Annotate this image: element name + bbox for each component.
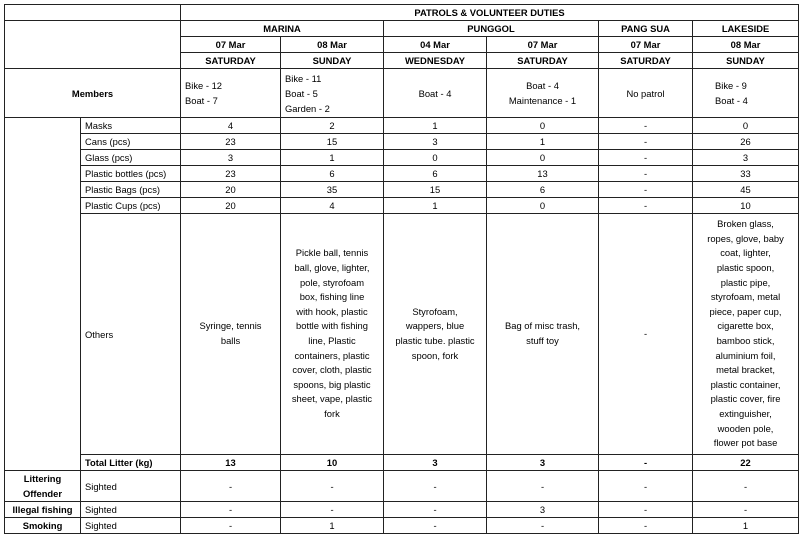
others-line: line, Plastic	[308, 335, 356, 346]
others-line: metal bracket,	[716, 364, 775, 376]
patrol-date: 08 Mar	[281, 37, 384, 53]
item-value: 0	[384, 150, 487, 166]
others-line: Bag of misc trash,	[504, 320, 581, 332]
others-line: balls	[220, 335, 241, 346]
patrol-date: 07 Mar	[599, 37, 693, 53]
total-litter-value: 22	[693, 455, 799, 471]
others-line: wappers, blue	[405, 320, 465, 332]
item-value: 1	[384, 198, 487, 214]
patrol-date: 07 Mar	[487, 37, 599, 53]
sighted-label: Sighted	[81, 518, 181, 534]
item-value: 3	[181, 150, 281, 166]
item-value: -	[599, 166, 693, 182]
item-value: -	[599, 150, 693, 166]
item-value: 13	[487, 166, 599, 182]
patrol-date: 04 Mar	[384, 37, 487, 53]
patrol-date: 08 Mar	[693, 37, 799, 53]
others-label: Others	[81, 214, 181, 455]
member-line: Boat - 7	[185, 95, 218, 106]
members-cell	[693, 69, 799, 118]
location-marina: MARINA	[181, 21, 384, 37]
others-cell	[384, 214, 487, 455]
item-value: -	[599, 182, 693, 198]
item-value: 6	[487, 182, 599, 198]
item-value: 1	[384, 118, 487, 134]
corner-cell-2	[5, 21, 181, 69]
sighted-label: Sighted	[81, 502, 181, 518]
others-line: plastic pipe,	[720, 276, 771, 288]
others-line: extinguisher,	[719, 407, 772, 419]
corner-cell	[5, 5, 181, 21]
location-pang-sua: PANG SUA	[599, 21, 693, 37]
illegal-fishing-label: Illegal fishing	[5, 502, 81, 518]
member-line: Bike - 11	[285, 72, 322, 84]
smoking-label: Smoking	[5, 518, 81, 534]
others-cell	[599, 214, 693, 455]
item-name: Plastic Cups (pcs)	[81, 198, 181, 214]
others-line: box, fishing line	[299, 291, 365, 303]
littering-value: -	[599, 471, 693, 502]
patrol-day: SATURDAY	[599, 53, 693, 69]
total-litter-value: 3	[384, 455, 487, 471]
item-value: 3	[693, 150, 799, 166]
others-line: Syringe, tennis	[199, 320, 262, 332]
littering-offender-label: Littering Offender	[5, 471, 81, 502]
item-value: 3	[384, 134, 487, 150]
member-line: Boat - 4	[526, 80, 559, 91]
others-line: Broken glass,	[717, 218, 774, 230]
member-line: Maintenance - 1	[508, 95, 577, 106]
others-cell	[693, 214, 799, 455]
littering-value: -	[487, 471, 599, 502]
patrol-date: 07 Mar	[181, 37, 281, 53]
fishing-value: 3	[487, 502, 599, 518]
item-value: 0	[487, 198, 599, 214]
others-line: ropes, glove, baby	[707, 232, 784, 244]
smoking-value: -	[599, 518, 693, 534]
others-line: plastic tube. plastic	[395, 335, 475, 346]
location-punggol: PUNGGOL	[384, 21, 599, 37]
item-value: 6	[281, 166, 384, 182]
smoking-value: 1	[693, 518, 799, 534]
others-line: styrofoam, metal	[710, 291, 781, 303]
table-title: PATROLS & VOLUNTEER DUTIES	[181, 5, 799, 21]
item-value: -	[599, 198, 693, 214]
total-litter-label: Total Litter (kg)	[81, 455, 181, 471]
others-line: bamboo stick,	[716, 335, 775, 346]
others-line: coat, lighter,	[720, 247, 771, 259]
fishing-value: -	[693, 502, 799, 518]
smoking-value: -	[384, 518, 487, 534]
item-value: 20	[181, 198, 281, 214]
item-value: 1	[281, 150, 384, 166]
member-line: Boat - 5	[285, 87, 318, 99]
item-value: 23	[181, 134, 281, 150]
others-line: with hook, plastic	[296, 305, 368, 317]
others-line: sheet, vape, plastic	[291, 393, 373, 405]
item-value: 1	[487, 134, 599, 150]
patrol-day: WEDNESDAY	[384, 53, 487, 69]
members-cell	[281, 69, 384, 118]
item-name: Glass (pcs)	[81, 150, 181, 166]
member-line: Bike - 9	[715, 80, 747, 91]
fishing-value: -	[384, 502, 487, 518]
members-cell	[599, 69, 693, 118]
members-label: Members	[5, 69, 181, 118]
littering-value: -	[693, 471, 799, 502]
others-line: -	[643, 327, 648, 339]
others-line: containers, plastic	[294, 349, 370, 361]
others-cell	[487, 214, 599, 455]
sighted-label: Sighted	[81, 471, 181, 502]
others-line: fork	[324, 407, 340, 419]
member-line: No patrol	[626, 87, 665, 99]
item-value: 20	[181, 182, 281, 198]
item-value: 0	[487, 118, 599, 134]
smoking-value: 1	[281, 518, 384, 534]
patrol-duties-table	[4, 4, 799, 534]
others-line: flower pot base	[713, 437, 778, 449]
item-value: 2	[281, 118, 384, 134]
item-name: Plastic Bags (pcs)	[81, 182, 181, 198]
others-line: Pickle ball, tennis	[295, 247, 369, 259]
item-value: 45	[693, 182, 799, 198]
item-value: 0	[693, 118, 799, 134]
patrol-day: SATURDAY	[487, 53, 599, 69]
others-line: cigarette box,	[717, 320, 774, 332]
item-value: 4	[281, 198, 384, 214]
item-name: Masks	[81, 118, 181, 134]
item-value: -	[599, 134, 693, 150]
total-litter-value: 3	[487, 455, 599, 471]
others-line: piece, paper cup,	[709, 305, 782, 317]
others-cell	[281, 214, 384, 455]
members-cell	[487, 69, 599, 118]
smoking-value: -	[487, 518, 599, 534]
item-value: 23	[181, 166, 281, 182]
item-value: 15	[384, 182, 487, 198]
members-cell	[384, 69, 487, 118]
littering-value: -	[384, 471, 487, 502]
members-cell	[181, 69, 281, 118]
member-line: Boat - 4	[418, 87, 452, 99]
others-line: cover, cloth, plastic	[292, 364, 372, 376]
others-line: spoon, fork	[411, 349, 459, 361]
patrol-day: SUNDAY	[693, 53, 799, 69]
others-line: spoons, big plastic	[293, 378, 371, 390]
item-value: 0	[487, 150, 599, 166]
fishing-value: -	[181, 502, 281, 518]
member-line: Bike - 12	[185, 80, 222, 91]
others-line: stuff toy	[526, 335, 559, 346]
others-line: pole, styrofoam	[299, 276, 365, 288]
littering-value: -	[181, 471, 281, 502]
total-litter-value: 10	[281, 455, 384, 471]
others-line: ball, glove, lighter,	[294, 262, 370, 274]
item-value: 4	[181, 118, 281, 134]
item-value: 35	[281, 182, 384, 198]
others-line: plastic spoon,	[716, 262, 775, 274]
littering-value: -	[281, 471, 384, 502]
item-value: 26	[693, 134, 799, 150]
member-line: Garden - 2	[285, 102, 330, 114]
patrol-day: SATURDAY	[181, 53, 281, 69]
item-value: 10	[693, 198, 799, 214]
item-value: 15	[281, 134, 384, 150]
others-line: Styrofoam,	[412, 305, 458, 317]
others-line: plastic container,	[710, 378, 781, 390]
others-line: bottle with fishing	[296, 320, 368, 332]
smoking-value: -	[181, 518, 281, 534]
item-value: 6	[384, 166, 487, 182]
total-litter-value: -	[599, 455, 693, 471]
patrol-day: SUNDAY	[281, 53, 384, 69]
others-line: plastic cover, fire	[710, 393, 781, 405]
others-cell	[181, 214, 281, 455]
location-lakeside: LAKESIDE	[693, 21, 799, 37]
item-name: Cans (pcs)	[81, 134, 181, 150]
total-litter-value: 13	[181, 455, 281, 471]
blank-side-cell	[5, 118, 81, 471]
item-value: 33	[693, 166, 799, 182]
fishing-value: -	[599, 502, 693, 518]
member-line: Boat - 4	[715, 95, 748, 106]
others-line: wooden pole,	[717, 422, 774, 434]
others-line: aluminium foil,	[715, 349, 776, 361]
item-name: Plastic bottles (pcs)	[81, 166, 181, 182]
fishing-value: -	[281, 502, 384, 518]
item-value: -	[599, 118, 693, 134]
